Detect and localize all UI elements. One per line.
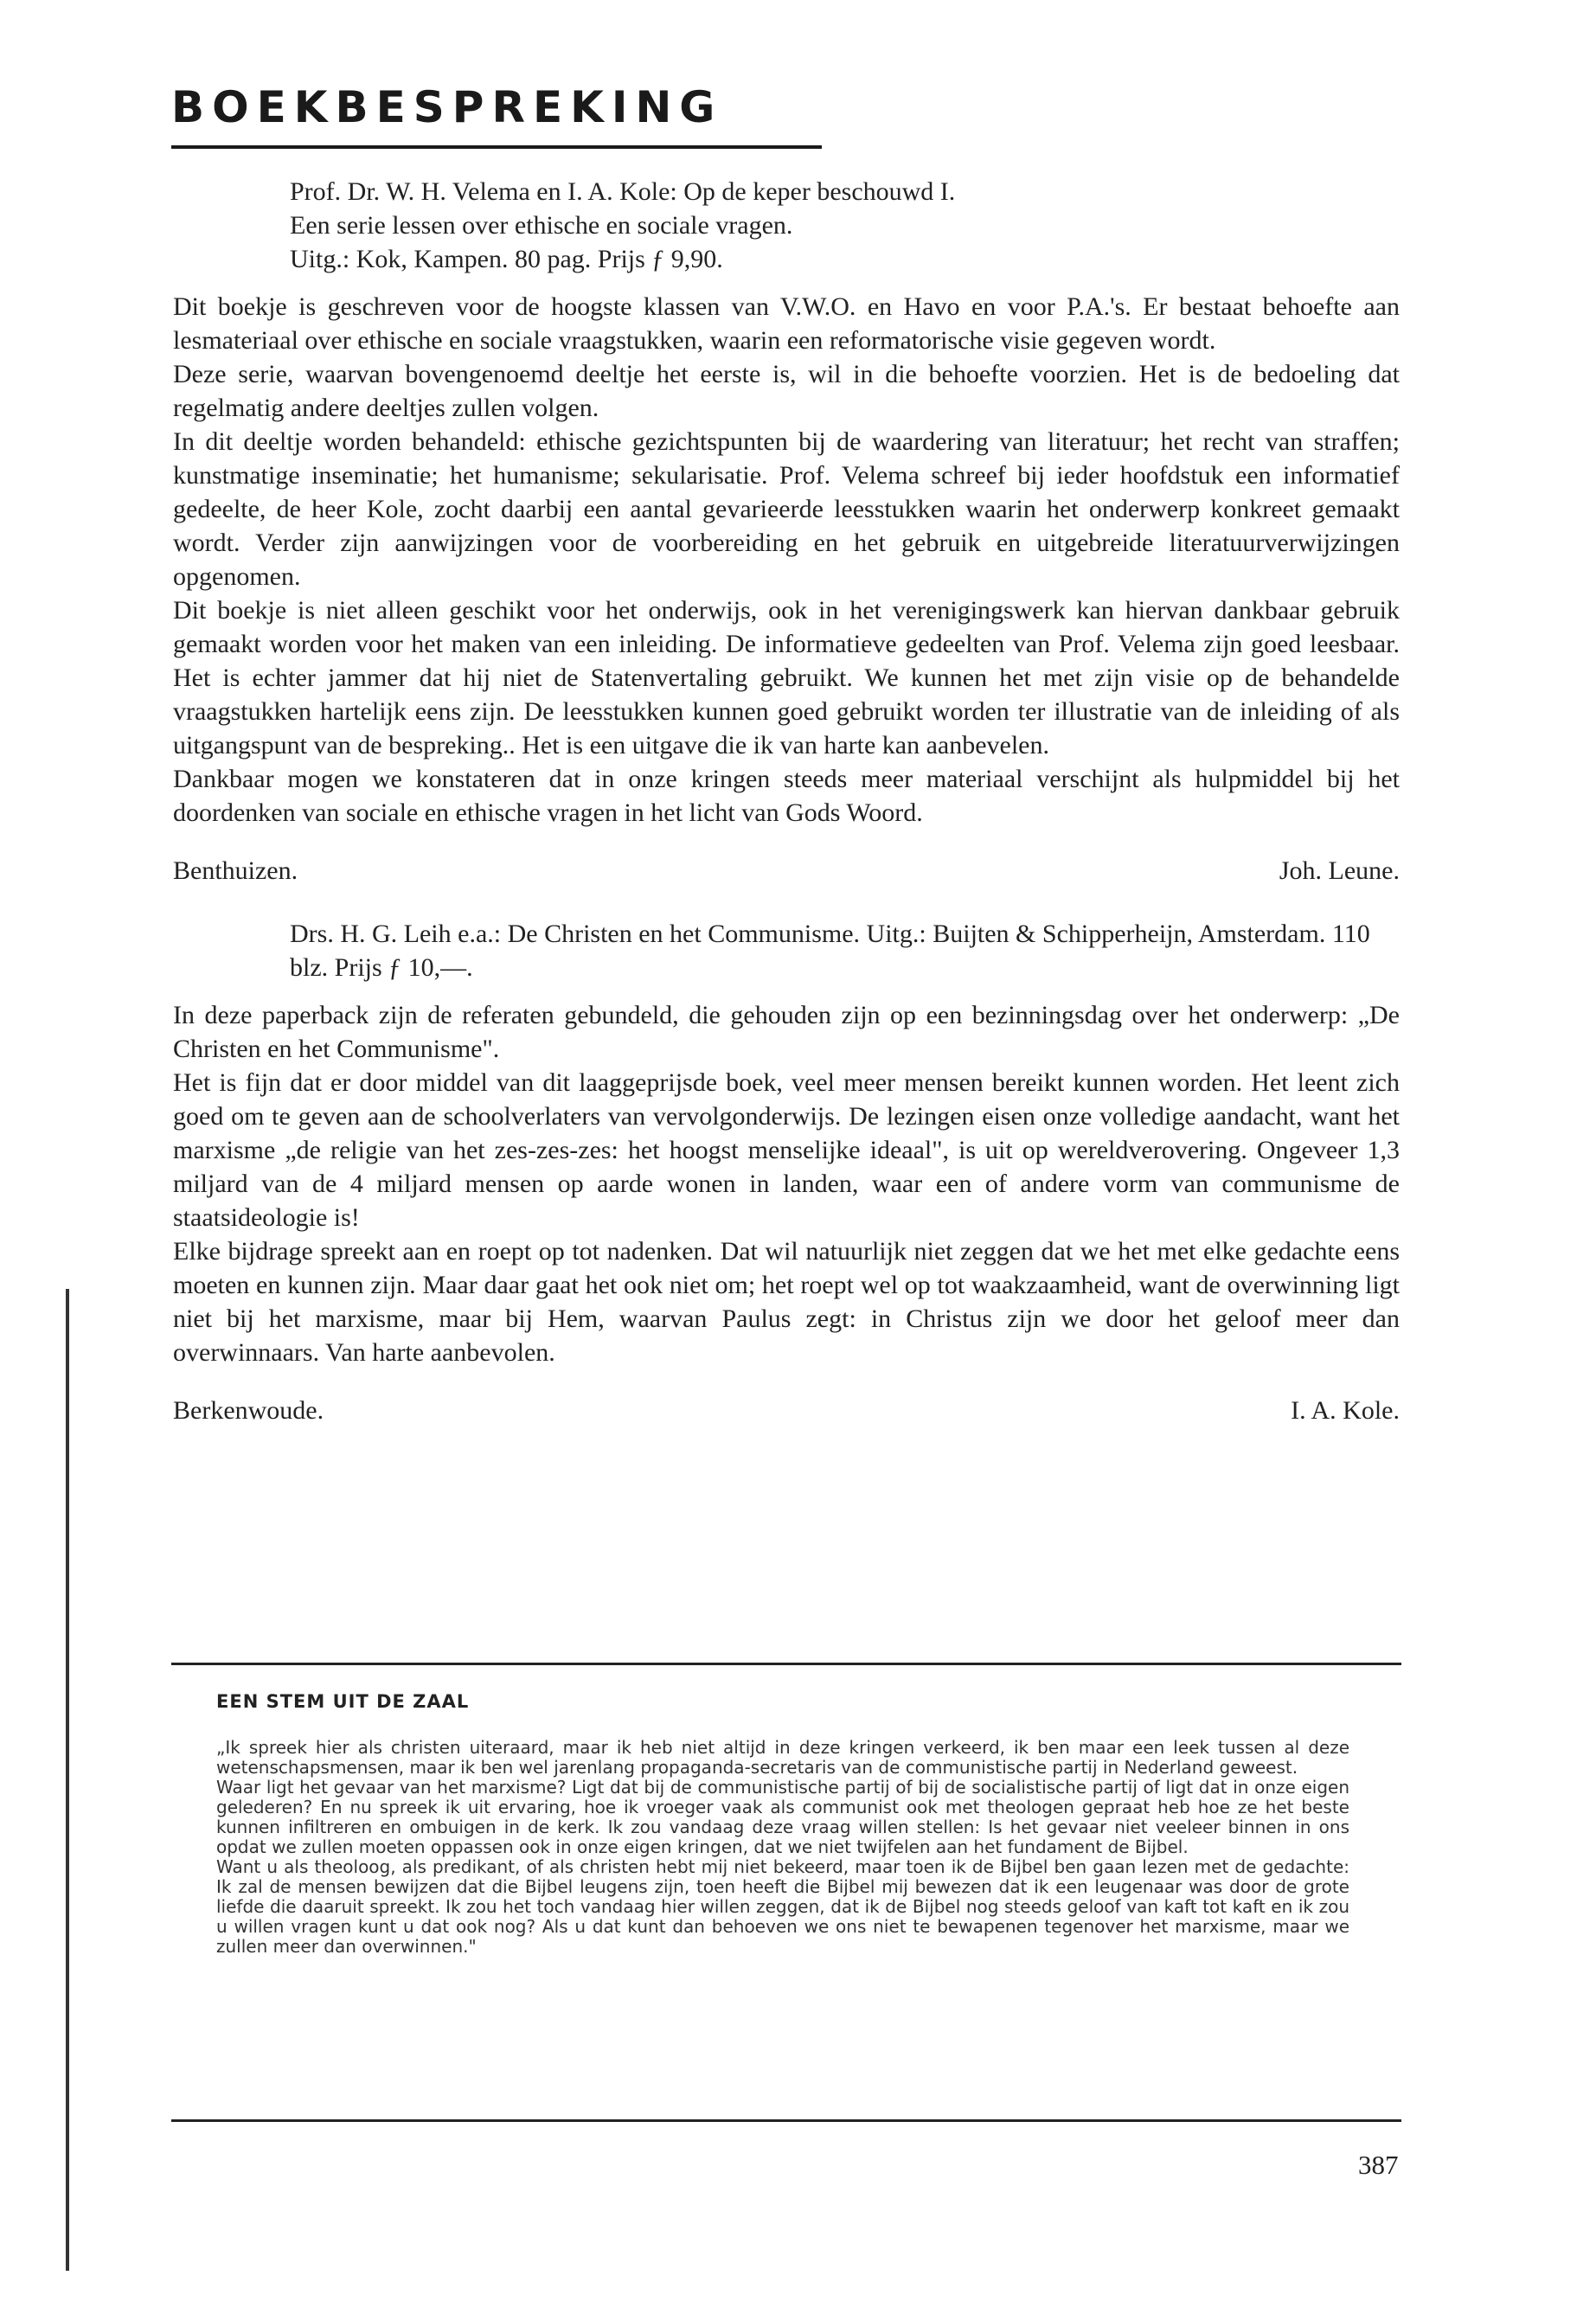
review2-paragraph: Het is fijn dat er door middel van dit laaggeprijsde boek, veel meer mensen bereikt kunnen worden. Het leent zich goed om te geven aan de schoolverlaters van vervolgonderwijs. De lezingen eisen onze volledige aandacht, want het marxisme „de religie van het zes-zes-zes: het hoogst menselijke ideaal", is uit op wereldverovering. Ongeveer 1,3 miljard van de 4 miljard mensen op aarde wonen in landen, waar een of andere vorm van communisme de staatsideologie is! [173, 1068, 1400, 1232]
review2-place: Berkenwoude. [173, 1396, 324, 1425]
quote-paragraph: Want u als theoloog, als predikant, of als christen hebt mij niet bekeerd, maar toen ik de Bijbel ben gaan lezen met de gedachte: Ik zal de mensen bewijzen dat die Bijbel leugens zijn, toen heeft die Bijbel mij bewezen dat ik een leugenaar was door de grote liefde die daaruit spreekt. Ik zou het toch vandaag hier willen zeggen, dat ik de Bijbel nog steeds geloof van kaft tot kaft en ik zou u willen vragen kunt u dat ook nog? Als u dat kunt dan behoeven we ons niet te bewapenen tegenover het marxisme, maar we zullen meer dan overwinnen." [216, 1856, 1349, 1957]
review2-paragraph: In deze paperback zijn de referaten gebundeld, die gehouden zijn op een bezinningsdag over het onderwerp: „De Christen en het Communisme". [173, 1001, 1400, 1063]
margin-bar [66, 1289, 69, 2271]
page-number: 387 [1358, 2150, 1399, 2180]
review1-reference [173, 175, 1400, 276]
quote-box [171, 1663, 1401, 2122]
review2-signature [173, 1394, 1400, 1427]
review1-ref-line: Prof. Dr. W. H. Velema en I. A. Kole: Op de keper beschouwd I. [290, 177, 956, 206]
review1-paragraph: Dankbaar mogen we konstateren dat in onze kringen steeds meer materiaal verschijnt als hulpmiddel bij het doordenken van sociale en ethische vragen in het licht van Gods Woord. [173, 765, 1400, 827]
review2-paragraph: Elke bijdrage spreekt aan en roept op tot nadenken. Dat wil natuurlijk niet zeggen dat we het met elke gedachte eens moeten en kunnen zijn. Maar daar gaat het ook niet om; het roept wel op tot waakzaamheid, want de overwinning ligt niet bij het marxisme, maar bij Hem, waarvan Paulus zegt: in Christus zijn we door het geloof meer dan overwinnaars. Van harte aanbevolen. [173, 1237, 1400, 1367]
quote-box-inner [216, 1691, 1349, 1957]
review1-ref-line: Uitg.: Kok, Kampen. 80 pag. Prijs ƒ 9,90. [290, 245, 723, 273]
review1-signature [173, 854, 1400, 888]
quote-box-body [216, 1738, 1349, 1957]
page-title: BOEKBESPREKING [171, 82, 723, 132]
article-content [173, 175, 1400, 1427]
quote-box-title: EEN STEM UIT DE ZAAL [216, 1691, 470, 1712]
review1-paragraph: Dit boekje is geschreven voor de hoogste klassen van V.W.O. en Havo en voor P.A.'s. Er bestaat behoefte aan lesmateriaal over ethische en sociale vraagstukken, waarin een reformatorische visie gegeven wordt. [173, 292, 1400, 355]
review1-paragraph: In dit deeltje worden behandeld: ethische gezichtspunten bij de waardering van literatuur; het recht van straffen; kunstmatige inseminatie; het humanisme; sekularisatie. Prof. Velema schreef bij ieder hoofdstuk een informatief gedeelte, de heer Kole, zocht daarbij een aantal gevarieerde leesstukken waarin het onderwerp konkreet gemaakt wordt. Verder zijn aanwijzingen voor de voorbereiding en het gebruik en uitgebreide literatuurverwijzingen opgenomen. [173, 427, 1400, 591]
title-rule [171, 145, 822, 149]
review2-author: I. A. Kole. [1291, 1396, 1400, 1425]
review1-ref-line: Een serie lessen over ethische en sociale vragen. [290, 211, 793, 240]
review1-paragraph: Deze serie, waarvan bovengenoemd deeltje het eerste is, wil in die behoefte voorzien. Het is de bedoeling dat regelmatig andere deeltjes zullen volgen. [173, 360, 1400, 422]
quote-paragraph: Waar ligt het gevaar van het marxisme? Ligt dat bij de communistische partij of bij de socialistische partij of ligt dat in onze eigen gelederen? En nu spreek ik uit ervaring, hoe ik vroeger vaak als communist ook met theologen gepraat heb hoe ze het beste kunnen infiltreren en ombuigen in de kerk. Ik zou vandaag deze vraag willen stellen: Is het gevaar niet veeleer binnen in ons opdat we zullen moeten oppassen ook in onze eigen kringen, dat we niet twijfelen aan het fundament de Bijbel. [216, 1777, 1349, 1857]
review1-author: Joh. Leune. [1279, 856, 1400, 885]
quote-paragraph: „Ik spreek hier als christen uiteraard, maar ik heb niet altijd in deze kringen verkeerd, ik ben maar een leek tussen al deze wetenschapsmensen, maar ik ben wel jarenlang propaganda-secretaris van de communistische partij in Nederland geweest. [216, 1737, 1349, 1778]
review2-ref-line: Drs. H. G. Leih e.a.: De Christen en het Communisme. Uitg.: Buijten & Schipperheijn, Amsterdam. 110 blz. Prijs ƒ 10,—. [290, 920, 1370, 982]
review2-reference [173, 917, 1400, 984]
review1-place: Benthuizen. [173, 856, 298, 885]
review1-paragraph: Dit boekje is niet alleen geschikt voor het onderwijs, ook in het verenigingswerk kan hiervan dankbaar gebruik gemaakt worden voor het maken van een inleiding. De informatieve gedeelten van Prof. Velema zijn goed leesbaar. Het is echter jammer dat hij niet de Statenvertaling gebruikt. We kunnen het met zijn visie op de behandelde vraagstukken hartelijk eens zijn. De leesstukken kunnen goed gebruikt worden ter illustratie van de inleiding of als uitgangspunt van de bespreking.. Het is een uitgave die ik van harte kan aanbevelen. [173, 596, 1400, 760]
